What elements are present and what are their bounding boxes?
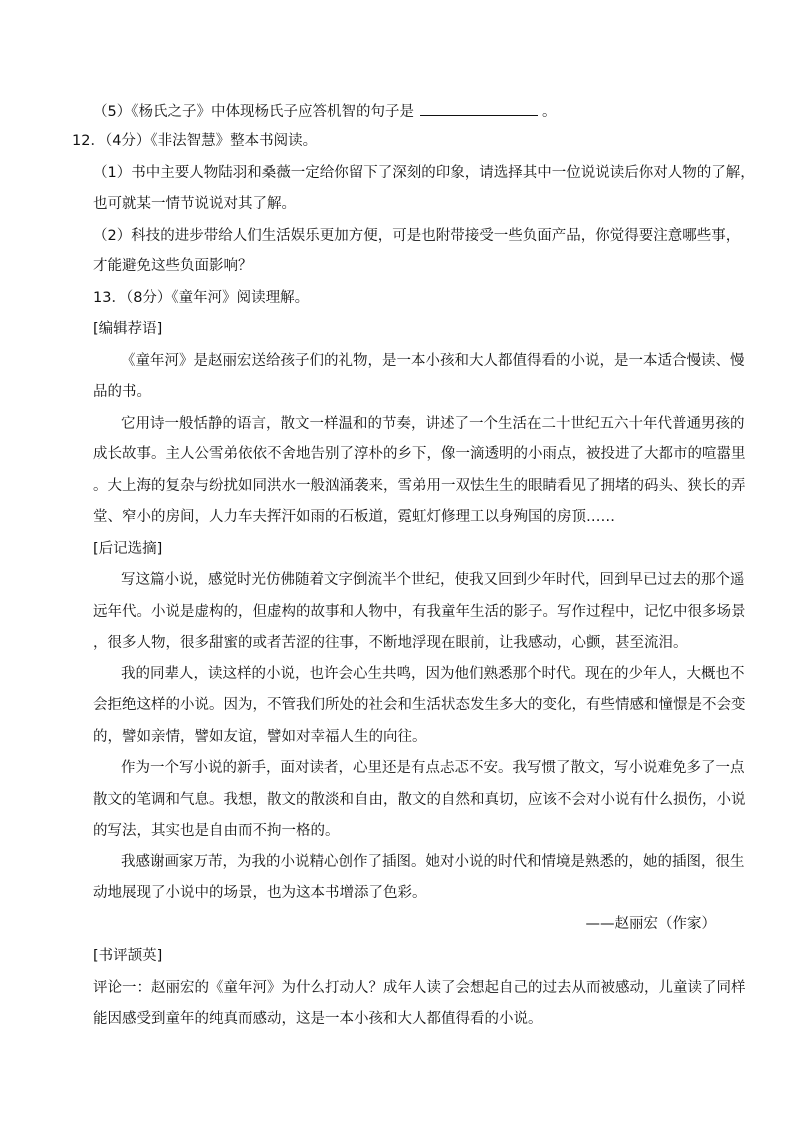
section-title-reviews: [书评颉英] — [93, 948, 163, 964]
paragraph-line: 成长故事。主人公雪弟依依不舍地告别了淳朴的乡下，像一滴透明的小雨点，被投进了大都市的喧嚣里 — [93, 446, 746, 462]
paragraph-line: 我感谢画家万芾，为我的小说精心创作了插图。她对小说的时代和情境是熟悉的，她的插图，很生 — [121, 854, 745, 870]
paragraph-line: 它用诗一般恬静的语言，散文一样温和的节奏，讲述了一个生活在二十世纪五六十年代普通男孩的 — [121, 416, 745, 432]
paragraph-line: 作为一个写小说的新手，面对读者，心里还是有点忐忑不安。我写惯了散文，写小说难免多了一点 — [121, 760, 745, 776]
paragraph-line: ，很多人物，很多甜蜜的或者苦涩的往事，不断地浮现在眼前，让我感动，心颤，甚至流泪。 — [93, 635, 688, 651]
paragraph-line: 写这篇小说，感觉时光仿佛随着文字倒流半个世纪，使我又回到少年时代，回到早已过去的那个遥 — [121, 572, 745, 588]
paragraph-line: 堂、窄小的房间，人力车夫挥汗如雨的石板道，霓虹灯修理工以身殉国的房顶…… — [93, 509, 615, 525]
paragraph-line: 《童年河》是赵丽宏送给孩子们的礼物，是一本小孩和大人都值得看的小说，是一本适合慢读、慢 — [121, 353, 745, 369]
paragraph-line: 的，譬如亲情，譬如友谊，譬如对幸福人生的向往。 — [93, 729, 427, 745]
paragraph-line: 品的书。 — [93, 384, 151, 400]
question-11-5-end: 。 — [541, 104, 557, 120]
paragraph-line: 能因感受到童年的纯真而感动，这是一本小孩和大人都值得看的小说。 — [93, 1011, 543, 1027]
paragraph-line: 评论一：赵丽宏的《童年河》为什么打动人？成年人读了会想起自己的过去从而被感动，儿童读了同样 — [93, 980, 746, 996]
question-12-sub1-line2: 也可就某一情节说说对其了解。 — [93, 196, 296, 212]
paragraph-line: 远年代。小说是虚构的，但虚构的故事和人物中，有我童年生活的影子。写作过程中，记忆中很多场景 — [93, 604, 746, 620]
paragraph-line: 散文的笔调和气息。我想，散文的散淡和自由，散文的自然和真切，应该不会对小说有什么损伤，小说 — [93, 792, 746, 808]
question-11-5 — [93, 101, 556, 122]
question-13-header: 13．（8分）《童年河》阅读理解。 — [93, 290, 310, 306]
section-title-afterword: [后记选摘] — [93, 541, 163, 557]
question-12-sub2-line1: （2）科技的进步带给人们生活娱乐更加方便，可是也附带接受一些负面产品，你觉得要注意哪些事， — [93, 228, 741, 244]
signature: ——赵丽宏（作家） — [585, 916, 716, 932]
paragraph-line: 的写法，其实也是自由而不拘一格的。 — [93, 823, 340, 839]
question-12-header: 12．（4分）《非法智慧》整本书阅读。 — [72, 133, 318, 149]
paragraph-line: 我的同辈人，读这样的小说，也许会心生共鸣，因为他们熟悉那个时代。现在的少年人，大概也不 — [121, 666, 745, 682]
paragraph-line: 会拒绝这样的小说。因为，不管我们所处的社会和生活状态发生多大的变化，有些情感和憧憬是不会变 — [93, 697, 746, 713]
question-12-sub1-line1: （1）书中主要人物陆羽和桑薇一定给你留下了深刻的印象，请选择其中一位说说读后你对人物的了解， — [93, 165, 755, 181]
section-title-editor: [编辑荐语] — [93, 321, 163, 337]
paragraph-line: 。大上海的复杂与纷扰如同洪水一般汹涌袭来，雪弟用一双怯生生的眼睛看见了拥堵的码头、狭长的弄 — [93, 478, 746, 494]
answer-blank[interactable] — [420, 101, 538, 116]
paragraph-line: 动地展现了小说中的场景，也为这本书增添了色彩。 — [93, 885, 427, 901]
question-11-5-text: （5）《杨氏之子》中体现杨氏子应答机智的句子是 — [93, 104, 414, 120]
question-12-sub2-line2: 才能避免这些负面影响？ — [93, 258, 253, 274]
